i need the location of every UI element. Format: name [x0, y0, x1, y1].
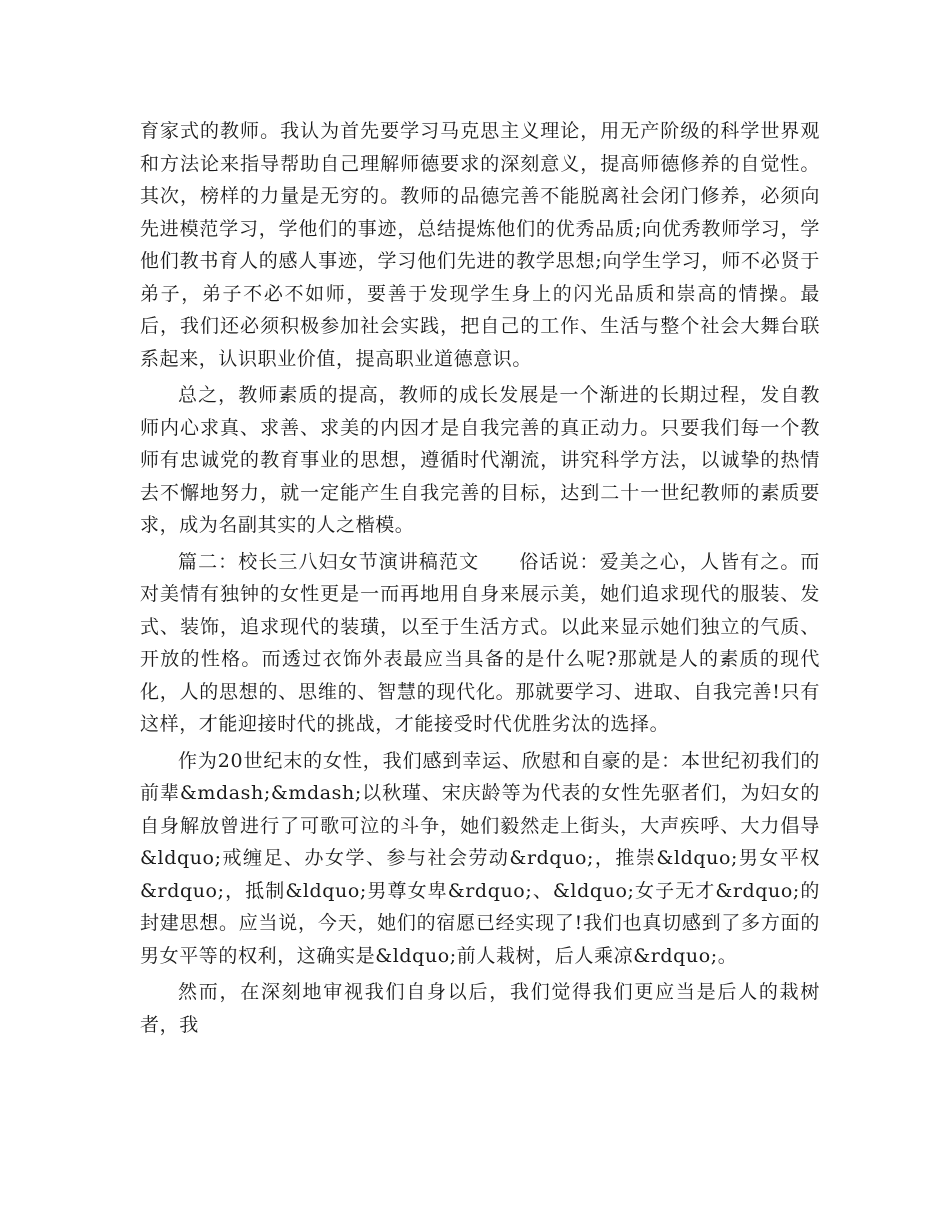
- paragraph-twentieth-century-women: 作为20世纪末的女性，我们感到幸运、欣慰和自豪的是：本世纪初我们的前辈&mdash;&mdash;以秋瑾、宋庆龄等为代表的女性先驱者们，为妇女的自身解放曾进行了可歌可泣的斗争，她们毅然走上街头，大声疾呼、大力倡导&ldquo;戒缠足、办女学、参与社会劳动&rdquo;，推崇&ldquo;男女平权&rdquo;，抵制&ldquo;男尊女卑&rdquo;、&ldquo;女子无才&rdquo;的封建思想。应当说，今天，她们的宿愿已经实现了!我们也真切感到了多方面的男女平等的权利，这确实是&ldquo;前人栽树，后人乘凉&rdquo;。: [140, 749, 820, 967]
- document-body: [140, 115, 820, 1041]
- paragraph-self-reflection: 然而，在深刻地审视我们自身以后，我们觉得我们更应当是后人的栽树者，我: [140, 981, 820, 1036]
- paragraph-section-two-intro: 篇二：校长三八妇女节演讲稿范文 俗话说：爱美之心，人皆有之。而对美情有独钟的女性更是一而再地用自身来展示美，她们追求现代的服装、发式、装饰，追求现代的装璜，以至于生活方式。以此来显示她们独立的气质、开放的性格。而透过衣饰外表最应当具备的是什么呢?那就是人的素质的现代化，人的思想的、思维的、智慧的现代化。那就要学习、进取、自我完善!只有这样，才能迎接时代的挑战，才能接受时代优胜劣汰的选择。: [140, 550, 820, 735]
- paragraph-conclusion: 总之，教师素质的提高，教师的成长发展是一个渐进的长期过程，发自教师内心求真、求善、求美的内因才是自我完善的真正动力。只要我们每一个教师有忠诚党的教育事业的思想，遵循时代潮流，讲究科学方法，以诚挚的热情去不懈地努力，就一定能产生自我完善的目标，达到二十一世纪教师的素质要求，成为名副其实的人之楷模。: [140, 384, 820, 536]
- paragraph-teacher-ethics-continued: 育家式的教师。我认为首先要学习马克思主义理论，用无产阶级的科学世界观和方法论来指导帮助自己理解师德要求的深刻意义，提高师德修养的自觉性。其次，榜样的力量是无穷的。教师的品德完善不能脱离社会闭门修养，必须向先进模范学习，学他们的事迹，总结提炼他们的优秀品质;向优秀教师学习，学他们教书育人的感人事迹，学习他们先进的教学思想;向学生学习，师不必贤于弟子，弟子不必不如师，要善于发现学生身上的闪光品质和崇高的情操。最后，我们还必须积极参加社会实践，把自己的工作、生活与整个社会大舞台联系起来，认识职业价值，提高职业道德意识。: [140, 120, 820, 370]
